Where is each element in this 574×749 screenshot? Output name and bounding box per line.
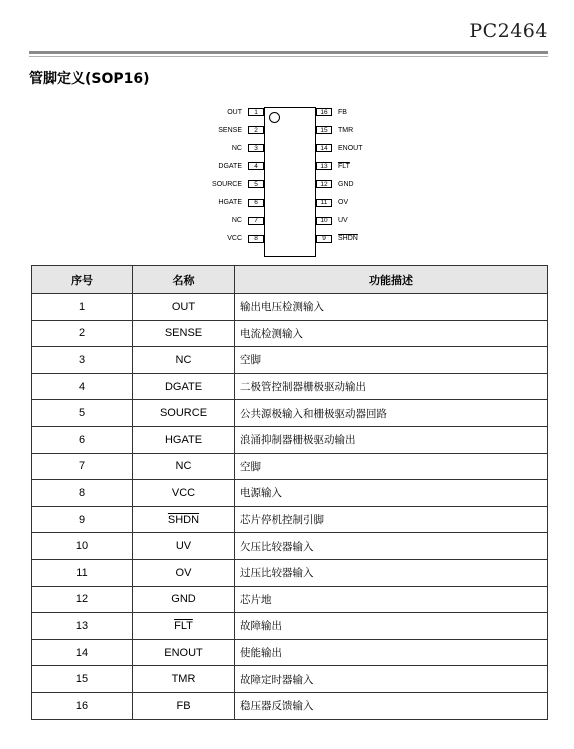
table-row <box>32 373 548 400</box>
row-num: 6 <box>32 426 133 453</box>
row-num: 11 <box>32 559 133 586</box>
row-desc: 故障定时器输入 <box>235 666 548 693</box>
row-num: 16 <box>32 692 133 719</box>
pin-number: 7 <box>248 217 264 225</box>
pin-name: OV <box>338 199 349 206</box>
pin-right-16 <box>316 107 406 117</box>
table-row <box>32 480 548 507</box>
pin-left-5 <box>190 179 264 189</box>
row-num: 7 <box>32 453 133 480</box>
table-row <box>32 506 548 533</box>
pin-name: SOURCE <box>212 180 242 188</box>
ic-package <box>264 107 316 257</box>
pin-name: VCC <box>227 235 242 243</box>
row-name: FB <box>133 692 235 719</box>
pin-number: 9 <box>316 235 332 243</box>
row-desc: 使能输出 <box>235 639 548 666</box>
header-num: 序号 <box>32 266 133 294</box>
row-name: NC <box>133 453 235 480</box>
table-row <box>32 559 548 586</box>
row-num: 12 <box>32 586 133 613</box>
table-row <box>32 426 548 453</box>
row-name: SENSE <box>133 320 235 347</box>
row-desc: 空脚 <box>235 453 548 480</box>
row-desc: 稳压器反馈输入 <box>235 692 548 719</box>
table-row <box>32 347 548 374</box>
pin-number: 14 <box>316 144 332 152</box>
row-desc: 输出电压检测输入 <box>235 294 548 321</box>
row-desc: 空脚 <box>235 347 548 374</box>
pin-name: HGATE <box>218 199 242 206</box>
pin-name: NC <box>231 144 242 152</box>
header-rule-thin <box>29 56 548 57</box>
row-name: OV <box>133 559 235 586</box>
pin-left-3 <box>190 143 264 153</box>
pin-left-6 <box>190 198 264 208</box>
row-name: GND <box>133 586 235 613</box>
pin-right-12 <box>316 179 406 189</box>
row-num: 2 <box>32 320 133 347</box>
row-desc: 电流检测输入 <box>235 320 548 347</box>
pin-number: 3 <box>248 144 264 152</box>
row-desc: 故障输出 <box>235 613 548 640</box>
table-row <box>32 613 548 640</box>
header-desc: 功能描述 <box>235 266 548 294</box>
pin-left-8 <box>190 234 264 244</box>
row-name <box>133 613 235 640</box>
pin-table-header <box>32 266 548 294</box>
row-num: 10 <box>32 533 133 560</box>
row-name: HGATE <box>133 426 235 453</box>
pin-number: 4 <box>248 162 264 170</box>
table-row <box>32 666 548 693</box>
row-name <box>133 506 235 533</box>
row-desc: 二极管控制器栅极驱动输出 <box>235 373 548 400</box>
row-num: 15 <box>32 666 133 693</box>
pin-name: UV <box>338 217 348 225</box>
pin-right-10 <box>316 216 406 226</box>
row-name: OUT <box>133 294 235 321</box>
row-num: 8 <box>32 480 133 507</box>
pin-name: ENOUT <box>338 144 363 152</box>
pin-right-14 <box>316 143 406 153</box>
pin-number: 15 <box>316 126 332 134</box>
pin-number: 12 <box>316 180 332 188</box>
row-name: DGATE <box>133 373 235 400</box>
pin1-marker-icon <box>269 112 280 123</box>
row-num: 4 <box>32 373 133 400</box>
row-num: 3 <box>32 347 133 374</box>
row-num: 13 <box>32 613 133 640</box>
row-num: 9 <box>32 506 133 533</box>
pin-number: 6 <box>248 199 264 207</box>
row-desc: 公共源极输入和栅极驱动器回路 <box>235 400 548 427</box>
pin-name: SENSE <box>218 126 242 134</box>
pin-right-9 <box>316 234 406 244</box>
pin-name: TMR <box>338 126 354 134</box>
header-rule-thick <box>29 51 548 54</box>
pin-left-1 <box>190 107 264 117</box>
pin-number: 2 <box>248 126 264 134</box>
header-name: 名称 <box>133 266 235 294</box>
row-num: 1 <box>32 294 133 321</box>
row-name: TMR <box>133 666 235 693</box>
pin-number: 13 <box>316 162 332 170</box>
table-row <box>32 586 548 613</box>
row-name-text: SHDN <box>167 513 200 526</box>
pin-right-15 <box>316 125 406 135</box>
pin-number: 10 <box>316 217 332 225</box>
table-row <box>32 294 548 321</box>
row-name: VCC <box>133 480 235 507</box>
row-desc: 芯片停机控制引脚 <box>235 506 548 533</box>
row-name-text: $\overline{FLT}$ <box>174 619 193 632</box>
row-name: NC <box>133 347 235 374</box>
pin-name: $\overline{FLT}$ <box>338 162 350 170</box>
doc-part-number: PC2464 <box>469 20 548 42</box>
pin-table <box>31 265 548 720</box>
pin-number: 1 <box>248 108 264 116</box>
pin-name: OUT <box>227 108 242 116</box>
row-desc: 芯片地 <box>235 586 548 613</box>
table-row <box>32 320 548 347</box>
row-desc: 电源输入 <box>235 480 548 507</box>
row-name: SOURCE <box>133 400 235 427</box>
pin-left-2 <box>190 125 264 135</box>
table-row <box>32 639 548 666</box>
pin-number: 5 <box>248 180 264 188</box>
pin-name: NC <box>231 217 242 225</box>
pin-left-4 <box>190 161 264 171</box>
table-row <box>32 692 548 719</box>
pin-name: GND <box>338 180 354 188</box>
table-row <box>32 453 548 480</box>
table-row <box>32 533 548 560</box>
row-name: ENOUT <box>133 639 235 666</box>
pin-name: DGATE <box>218 162 242 170</box>
pin-name: FB <box>338 108 347 116</box>
pin-number: 16 <box>316 108 332 116</box>
row-name: UV <box>133 533 235 560</box>
pin-left-7 <box>190 216 264 226</box>
pin-name: SHDN <box>338 235 358 243</box>
row-num: 14 <box>32 639 133 666</box>
pin-number: 8 <box>248 235 264 243</box>
row-num: 5 <box>32 400 133 427</box>
pin-number: 11 <box>316 199 332 207</box>
row-desc: 浪涌抑制器栅极驱动输出 <box>235 426 548 453</box>
pin-right-13 <box>316 161 406 171</box>
row-desc: 欠压比较器输入 <box>235 533 548 560</box>
table-row <box>32 400 548 427</box>
section-title: 管脚定义(SOP16) <box>29 71 150 87</box>
row-desc: 过压比较器输入 <box>235 559 548 586</box>
pin-right-11 <box>316 198 406 208</box>
